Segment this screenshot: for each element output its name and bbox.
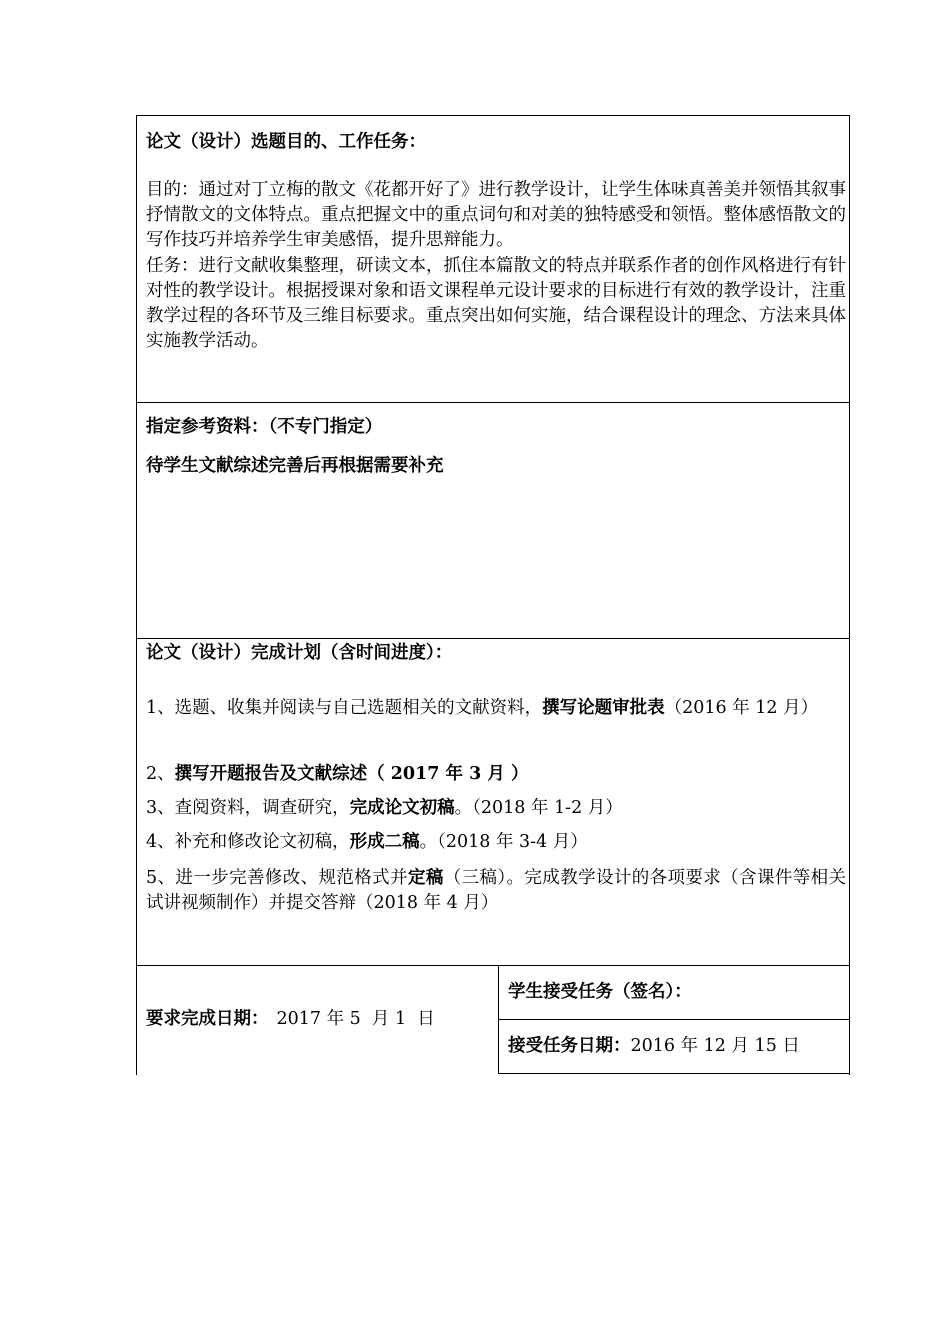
plan-item-5-post: （三稿）。完成教学设计的各项要求（含课件等相关试讲视频制作）并提交答辩（2018 年 4 月） — [146, 868, 847, 913]
plan-item-1 — [146, 690, 846, 726]
plan-item-3 — [146, 800, 623, 818]
plan-item-4-pre: 4、补充和修改论文初稿， — [146, 832, 350, 852]
plan-item-2-bold: 撰写开题报告及文献综述（ 2017 年 3 月 ） — [174, 764, 529, 784]
due-date-label: 要求完成日期： — [146, 1009, 269, 1029]
section3-heading: 论文（设计）完成计划（含时间进度）： — [146, 643, 453, 663]
row-divider-2 — [136, 638, 850, 639]
plan-item-2 — [146, 766, 529, 784]
plan-item-4 — [146, 834, 588, 852]
footer-right-bottom — [498, 1073, 850, 1074]
plan-item-2-pre: 2、 — [146, 764, 175, 784]
accept-date-row — [508, 1038, 800, 1056]
student-sign-label: 学生接受任务（签名）： — [508, 982, 692, 1002]
plan-item-3-post: 。（2018 年 1-2 月） — [454, 798, 623, 818]
footer-right-divider — [498, 1019, 850, 1020]
plan-item-1-post: （2016 年 12 月） — [664, 698, 819, 718]
plan-item-3-pre: 3、查阅资料，调查研究， — [146, 798, 350, 818]
plan-item-1-bold: 撰写论题审批表 — [542, 698, 665, 718]
plan-item-4-bold: 形成二稿 — [349, 832, 420, 852]
table-border-top — [136, 115, 850, 116]
plan-item-4-post: 。（2018 年 3-4 月） — [419, 832, 588, 852]
section2-content: 待学生文献综述完善后再根据需要补充 — [146, 456, 444, 476]
row-divider-3 — [136, 965, 850, 966]
section1-purpose: 目的：通过对丁立梅的散文《花都开好了》进行教学设计，让学生体味真善美并领悟其叙事抒情散文的文体特点。重点把握文中的重点词句和对美的独特感受和领悟。整体感悟散文的写作技巧并培养学生审美感悟，提升思辩能力。 — [146, 180, 846, 250]
table-border-right — [849, 115, 850, 1075]
plan-item-5 — [146, 866, 846, 916]
plan-item-3-bold: 完成论文初稿 — [349, 798, 455, 818]
due-date-row — [146, 1011, 435, 1029]
accept-date-label: 接受任务日期： — [508, 1036, 631, 1056]
section2-heading: 指定参考资料：（不专门指定） — [146, 417, 383, 437]
plan-item-5-bold: 定稿 — [407, 868, 444, 888]
row-divider-1 — [136, 402, 850, 403]
plan-item-1-pre: 1、选题、收集并阅读与自己选题相关的文献资料， — [146, 698, 543, 718]
plan-item-5-pre: 5、进一步完善修改、规范格式并 — [146, 868, 408, 888]
due-date-value: 2017 年 5 月 1 日 — [276, 1009, 435, 1029]
table-border-left — [136, 115, 137, 1075]
accept-date-value: 2016 年 12 月 15 日 — [630, 1036, 800, 1056]
section1-task: 任务：进行文献收集整理，研读文本，抓住本篇散文的特点并联系作者的创作风格进行有针对性的教学设计。根据授课对象和语文课程单元设计要求的目标进行有效的教学设计，注重教学过程的各环节及三维目标要求。重点突出如何实施，结合课程设计的理念、方法来具体实施教学活动。 — [146, 256, 846, 351]
section1-heading: 论文（设计）选题目的、工作任务： — [146, 132, 426, 152]
